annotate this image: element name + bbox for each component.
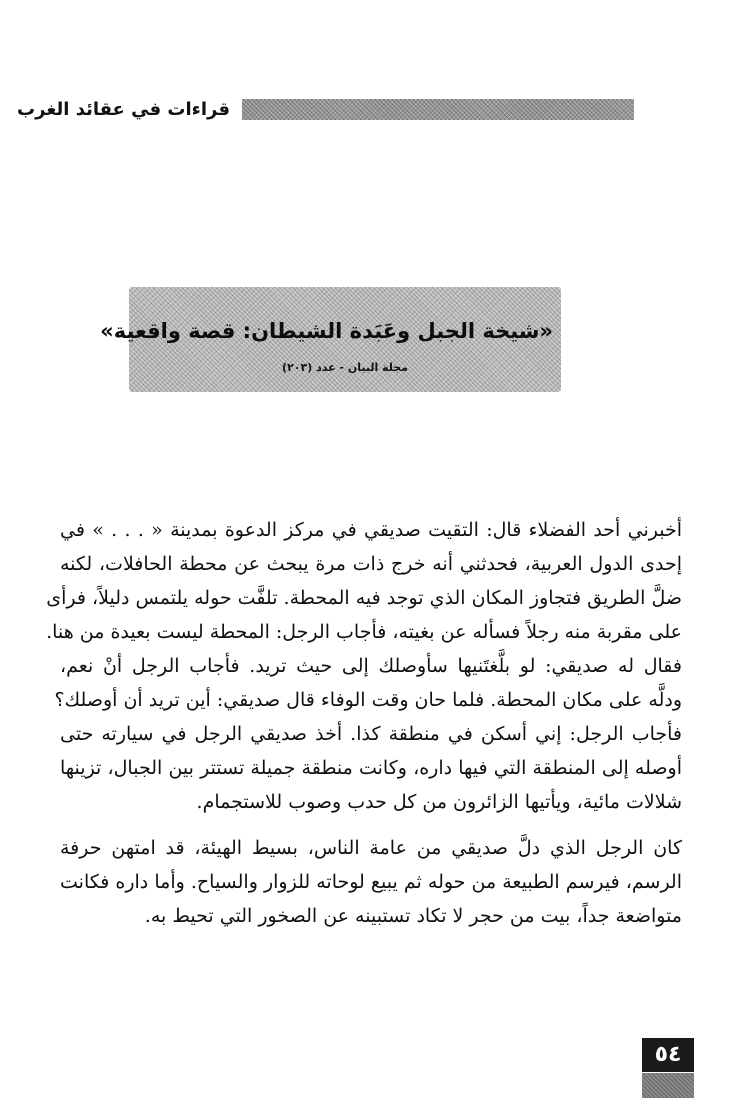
text-line: كان الرجل الذي دلَّ صديقي من عامة الناس، بسيط الهيئة، قد امتهن حرفة: [60, 837, 682, 859]
page-number-decorative-strip: [642, 1073, 694, 1098]
text-line: متواضعة جداً، بيت من حجر لا تكاد تستبينه عن الصخور التي تحيط به.: [144, 905, 682, 927]
text-line: الرسم، فيرسم الطبيعة من حوله ثم يبيع لوحاته للزوار والسياح. وأما داره فكانت: [60, 871, 682, 893]
paragraph-2: [60, 831, 682, 933]
text-line: أخبرني أحد الفضلاء قال: التقيت صديقي في مركز الدعوة بمدينة « . . . » في: [60, 519, 682, 541]
text-line: فأجاب الرجل: إني أسكن في منطقة كذا. أخذ صديقي الرجل في سيارته حتى: [60, 723, 682, 745]
text-line: أوصله إلى المنطقة التي فيها داره، وكانت منطقة جميلة تستتر بين الجبال، تزينها: [60, 757, 682, 779]
header-decorative-bar: [242, 99, 634, 120]
text-line: على مقربة منه رجلاً فسأله عن بغيته، فأجاب الرجل: المحطة ليست بعيدة من هنا.: [46, 621, 682, 643]
article-source: مجلة البيان - عدد (٢٠٣): [282, 361, 408, 374]
article-title-box: [100, 287, 561, 392]
paragraph-gap: [60, 819, 682, 831]
running-header-title: قراءات في عقائد الغرب: [17, 99, 230, 120]
paragraph-1: [46, 513, 682, 819]
article-title: «شيخة الجبل وعَبَدة الشيطان: قصة واقعية»: [100, 319, 553, 343]
text-line: شلالات مائية، ويأتيها الزائرون من كل حدب وصوب للاستجمام.: [196, 791, 682, 813]
text-line: ودلَّه على مكان المحطة. فلما حان وقت الوفاء قال صديقي: أين تريد أن أوصلك؟: [54, 689, 682, 711]
text-line: إحدى الدول العربية، فحدثني أنه خرج ذات مرة يبحث عن محطة الحافلات، لكنه: [60, 553, 682, 575]
text-line: ضلَّ الطريق فتجاوز المكان الذي توجد فيه المحطة. تلفَّت حوله يلتمس دليلاً، فرأى: [46, 587, 682, 609]
text-line: فقال له صديقي: لو بلَّغتَنيها سأوصلك إلى حيث تريد. فأجاب الرجل أنْ نعم،: [60, 655, 682, 677]
article-body: [46, 513, 682, 933]
page-number: ٥٤: [642, 1038, 694, 1072]
